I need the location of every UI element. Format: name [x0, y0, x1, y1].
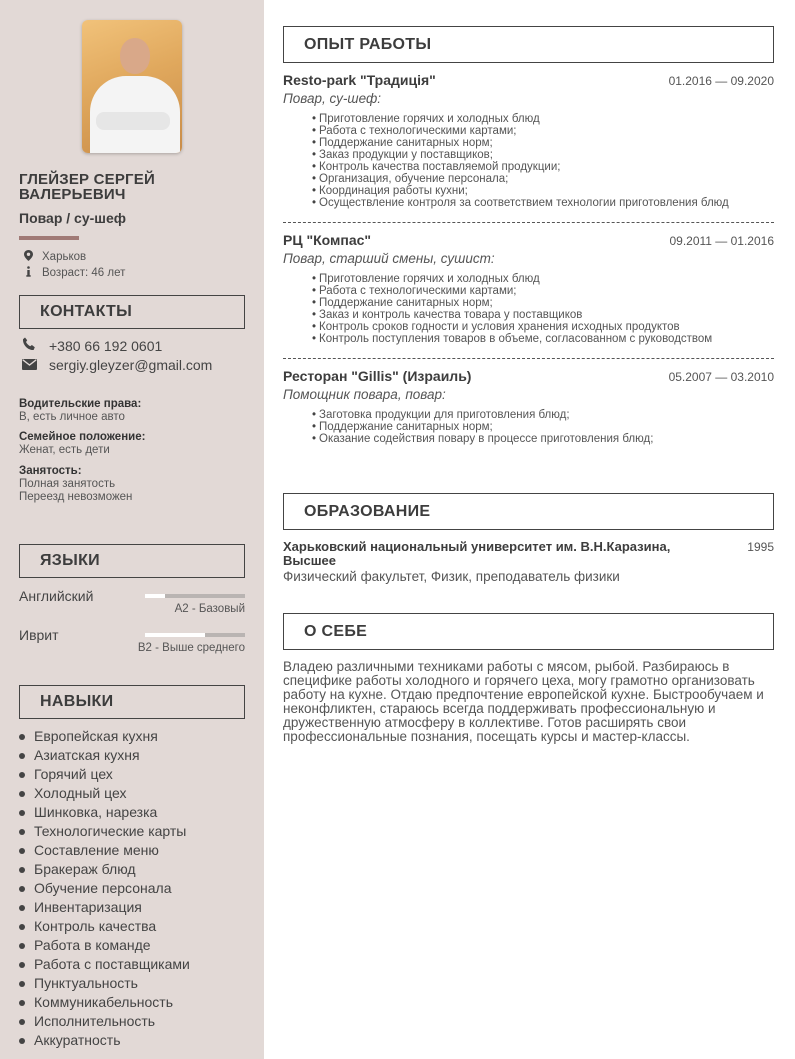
bullet-icon [19, 829, 25, 835]
employment [19, 465, 132, 504]
job-duties [283, 409, 774, 445]
languages-heading: ЯЗЫКИ [19, 544, 245, 578]
job-entry [283, 232, 774, 345]
job-dates: 05.2007 — 03.2010 [668, 370, 774, 384]
job-entry [283, 368, 774, 445]
skill-label: Обучение персонала [34, 880, 172, 896]
skill-label: Пунктуальность [34, 975, 138, 991]
job-duties [283, 273, 774, 345]
age-row [24, 266, 125, 280]
job-separator [283, 222, 774, 223]
bullet-icon [19, 905, 25, 911]
language-level-bar [145, 594, 245, 598]
skill-label: Бракераж блюд [34, 861, 136, 877]
bullet-icon [19, 943, 25, 949]
duty-item: • Координация работы кухни; [312, 185, 774, 197]
skill-item [19, 860, 249, 879]
accent-divider [19, 236, 79, 240]
duty-item: • Организация, обучение персонала; [312, 173, 774, 185]
skill-item [19, 784, 249, 803]
driver-license-value: В, есть личное авто [19, 411, 125, 423]
duty-item: • Контроль качества поставляемой продукции; [312, 161, 774, 173]
job-separator [283, 358, 774, 359]
job-company: Ресторан "Gillis" (Израиль) [283, 368, 472, 384]
education-institution: Харьковский национальный университет им. В.Н.Каразина, Высшее [283, 539, 671, 568]
phone-text[interactable]: +380 66 192 0601 [49, 337, 163, 354]
duty-item: • Заготовка продукции для приготовления блюд; [312, 409, 774, 421]
job-dates: 09.2011 — 01.2016 [669, 234, 774, 248]
bullet-icon [19, 772, 25, 778]
about-text: Владею различными техниками работы с мясом, рыбой. Разбираюсь в специфике работы холодного и горячего цеха, могу грамотно организовать работу на кухне. Отдаю предпочтение европейской кухне. Быстрообучаем и неконфликтен, стараюсь всегда поддерживать профессиональную и дружественную атмосферу в коллективе. Готов расширять свои профессиональные познания, посещать курсы и мастер-классы. [283, 659, 764, 744]
duty-item: • Заказ продукции у поставщиков; [312, 149, 774, 161]
skills-heading: НАВЫКИ [19, 685, 245, 719]
marital-status-value: Женат, есть дети [19, 444, 110, 456]
duty-item: • Поддержание санитарных норм; [312, 421, 774, 433]
driver-license-label: Водительские права: [19, 398, 142, 410]
language-level-fill [145, 633, 205, 637]
skill-item [19, 822, 249, 841]
skill-item [19, 765, 249, 784]
job-duties [283, 113, 774, 209]
job-role: Повар, су-шеф: [283, 91, 381, 106]
experience-heading: ОПЫТ РАБОТЫ [283, 26, 774, 63]
duty-item: • Контроль поступления товаров в объеме, согласованном с руководством [312, 333, 774, 345]
skill-item [19, 974, 249, 993]
bullet-icon [19, 734, 25, 740]
bullet-icon [19, 867, 25, 873]
skill-item [19, 841, 249, 860]
job-company: РЦ "Компас" [283, 232, 372, 248]
skill-label: Составление меню [34, 842, 159, 858]
skill-item [19, 917, 249, 936]
city-text: Харьков [42, 251, 87, 263]
employment-label: Занятость: [19, 465, 82, 477]
skill-label: Горячий цех [34, 766, 113, 782]
bullet-icon [19, 1019, 25, 1025]
skill-label: Работа в команде [34, 937, 151, 953]
bullet-icon [19, 753, 25, 759]
skill-label: Исполнительность [34, 1013, 156, 1029]
email-text[interactable]: sergiy.gleyzer@gmail.com [49, 357, 213, 373]
sidebar [0, 0, 264, 1059]
skill-label: Контроль качества [34, 918, 157, 934]
education-year: 1995 [747, 540, 774, 554]
duty-item: • Поддержание санитарных норм; [312, 297, 774, 309]
duty-item: • Контроль сроков годности и условия хранения исходных продуктов [312, 321, 774, 333]
bullet-icon [19, 924, 25, 930]
duty-item: • Осуществление контроля за соответствием технологии приготовления блюд [312, 197, 774, 209]
email-row [22, 357, 212, 373]
education-heading: ОБРАЗОВАНИЕ [283, 493, 774, 530]
duty-item: • Оказание содействия повару в процессе приготовления блюд; [312, 433, 774, 445]
education-entry [283, 540, 774, 584]
language-name: Иврит [19, 627, 59, 643]
job-role: Помощник повара, повар: [283, 387, 446, 402]
driver-license [19, 398, 141, 424]
profile-name: ГЛЕЙЗЕР СЕРГЕЙ ВАЛЕРЬЕВИЧ [19, 171, 155, 203]
language-level: В2 - Выше среднего [137, 642, 245, 654]
relocation-value: Переезд невозможен [19, 491, 133, 503]
skill-label: Работа с поставщиками [34, 956, 190, 972]
job-company: Resto-park "Традиція" [283, 72, 436, 88]
bullet-icon [19, 1038, 25, 1044]
marital-status-label: Семейное положение: [19, 431, 146, 443]
job-entry [283, 72, 774, 209]
bullet-icon [19, 1000, 25, 1006]
skill-item [19, 803, 249, 822]
duty-item: • Работа с технологическими картами; [312, 285, 774, 297]
marital-status [19, 431, 145, 457]
skill-item [19, 879, 249, 898]
job-role: Повар, старший смены, сушист: [283, 251, 495, 266]
city-row [24, 250, 86, 264]
skill-label: Инвентаризация [34, 899, 142, 915]
bullet-icon [19, 886, 25, 892]
skill-item [19, 746, 249, 765]
phone-icon [22, 337, 49, 354]
skill-label: Коммуникабельность [34, 994, 173, 1010]
skill-item [19, 898, 249, 917]
skill-label: Шинковка, нарезка [34, 804, 158, 820]
age-text: Возраст: 46 лет [42, 267, 126, 279]
language-level: А2 - Базовый [174, 603, 245, 615]
skill-label: Аккуратность [34, 1032, 121, 1048]
duty-item: • Заказ и контроль качества товара у поставщиков [312, 309, 774, 321]
info-icon [24, 266, 42, 280]
profile-position: Повар / су-шеф [19, 210, 126, 226]
job-dates: 01.2016 — 09.2020 [668, 74, 774, 88]
language-level-fill [145, 594, 165, 598]
skill-label: Холодный цех [34, 785, 127, 801]
location-pin-icon [24, 250, 42, 264]
contacts-heading: КОНТАКТЫ [19, 295, 245, 329]
bullet-icon [19, 791, 25, 797]
duty-item: • Поддержание санитарных норм; [312, 137, 774, 149]
skill-item [19, 993, 249, 1012]
language-name: Английский [19, 588, 94, 604]
skill-item [19, 1031, 249, 1050]
bullet-icon [19, 848, 25, 854]
envelope-icon [22, 357, 49, 373]
skill-label: Азиатская кухня [34, 747, 140, 763]
skill-item [19, 1012, 249, 1031]
skill-label: Европейская кухня [34, 728, 158, 744]
education-description: Физический факультет, Физик, преподаватель физики [283, 569, 620, 584]
profile-photo [82, 20, 182, 153]
bullet-icon [19, 810, 25, 816]
duty-item: • Приготовление горячих и холодных блюд [312, 273, 774, 285]
language-level-bar [145, 633, 245, 637]
skill-label: Технологические карты [34, 823, 187, 839]
skills-list [19, 727, 249, 1050]
skill-item [19, 955, 249, 974]
skill-item [19, 936, 249, 955]
duty-item: • Приготовление горячих и холодных блюд [312, 113, 774, 125]
phone-row [22, 337, 162, 354]
bullet-icon [19, 981, 25, 987]
duty-item: • Работа с технологическими картами; [312, 125, 774, 137]
about-heading: О СЕБЕ [283, 613, 774, 650]
skill-item [19, 727, 249, 746]
employment-value: Полная занятость [19, 478, 116, 490]
bullet-icon [19, 962, 25, 968]
